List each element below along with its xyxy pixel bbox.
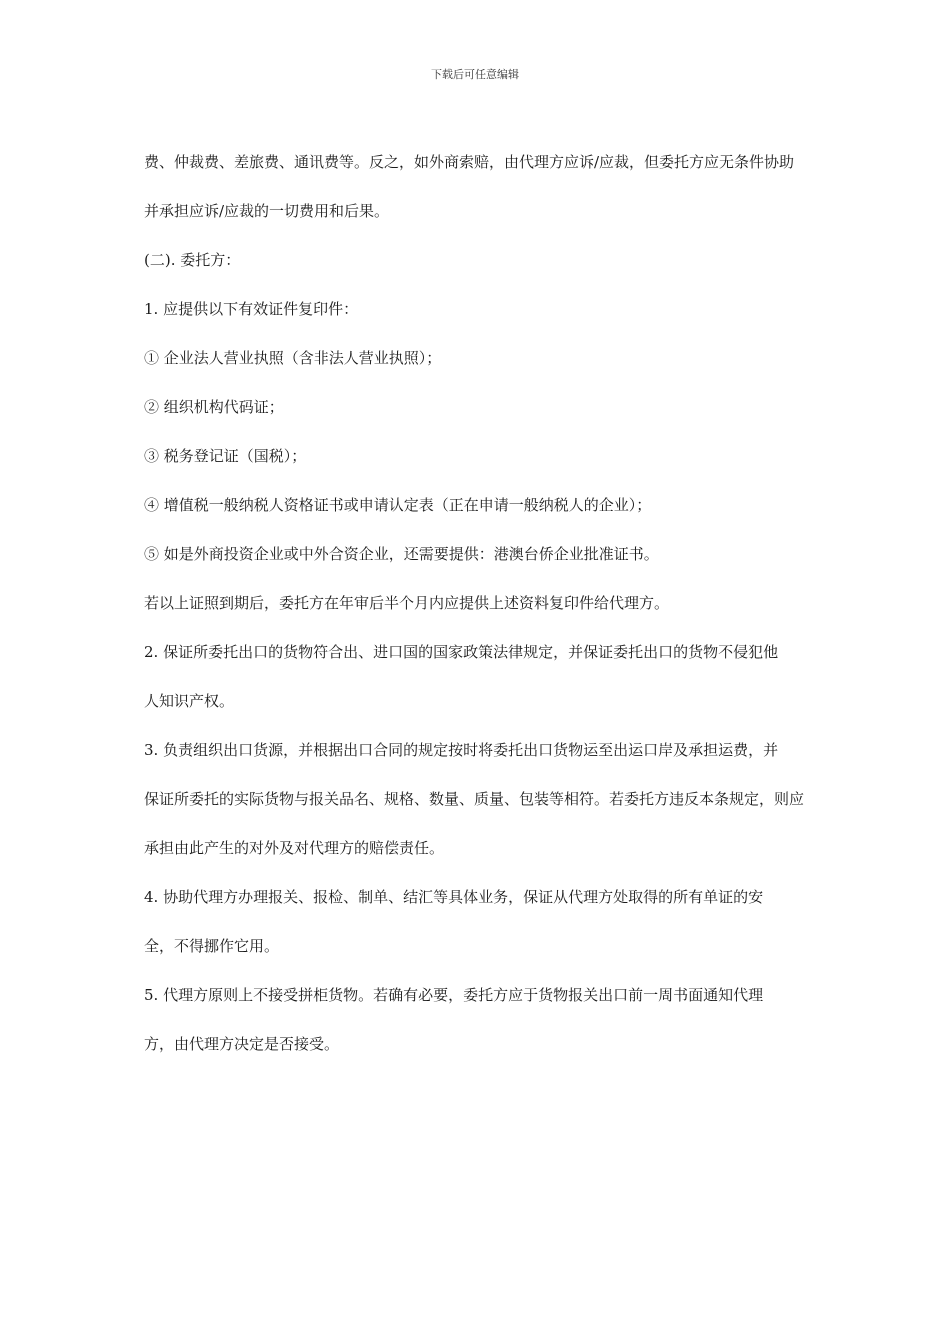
document-body (144, 150, 808, 1081)
list-item: 3. 负责组织出口货源，并根据出口合同的规定按时将委托出口货物运至出运口岸及承担运费，并 (144, 741, 779, 759)
page-header: 下载后可任意编辑 (431, 68, 519, 81)
list-item: 1. 应提供以下有效证件复印件： (144, 300, 359, 318)
list-item: ③ 税务登记证（国税）； (144, 447, 307, 465)
list-item: ⑤ 如是外商投资企业或中外合资企业，还需要提供：港澳台侨企业批准证书。 (144, 545, 659, 563)
list-item: 5. 代理方原则上不接受拼柜货物。若确有必要，委托方应于货物报关出口前一周书面通知代理 (144, 986, 764, 1004)
section-heading: (二). 委托方： (144, 251, 241, 269)
list-item: ① 企业法人营业执照（含非法人营业执照）； (144, 349, 442, 367)
paragraph: 全，不得挪作它用。 (144, 937, 280, 955)
list-item: ② 组织机构代码证； (144, 398, 284, 416)
list-item: ④ 增值税一般纳税人资格证书或申请认定表（正在申请一般纳税人的企业）； (144, 496, 652, 514)
paragraph: 人知识产权。 (144, 692, 235, 710)
list-item: 4. 协助代理方办理报关、报检、制单、结汇等具体业务，保证从代理方处取得的所有单证的安 (144, 888, 764, 906)
paragraph: 方，由代理方决定是否接受。 (144, 1035, 340, 1053)
paragraph: 保证所委托的实际货物与报关品名、规格、数量、质量、包装等相符。若委托方违反本条规定，则应 (144, 790, 805, 808)
paragraph: 承担由此产生的对外及对代理方的赔偿责任。 (144, 839, 445, 857)
paragraph: 若以上证照到期后，委托方在年审后半个月内应提供上述资料复印件给代理方。 (144, 594, 670, 612)
list-item: 2. 保证所委托出口的货物符合出、进口国的国家政策法律规定，并保证委托出口的货物不侵犯他 (144, 643, 779, 661)
paragraph: 并承担应诉/应裁的一切费用和后果。 (144, 202, 390, 220)
paragraph: 费、仲裁费、差旅费、通讯费等。反之，如外商索赔，由代理方应诉/应裁，但委托方应无条件协助 (144, 153, 795, 171)
